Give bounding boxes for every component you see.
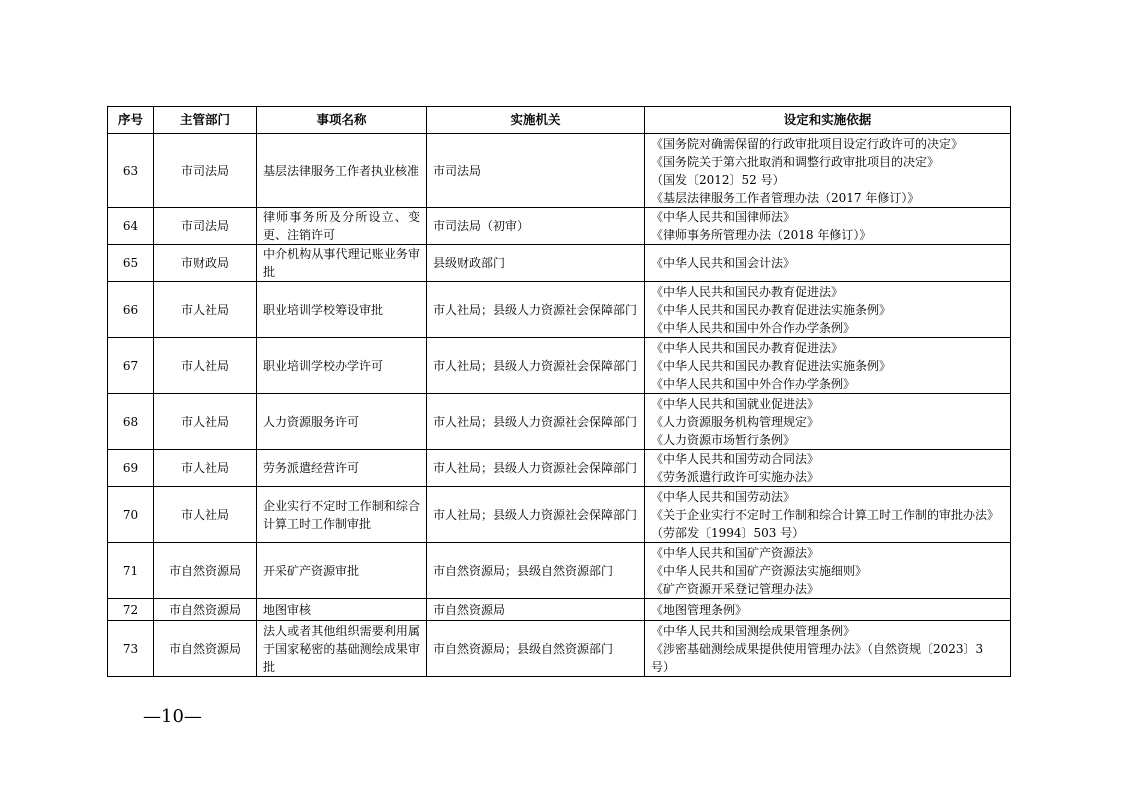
cell-legal-basis (645, 282, 1011, 338)
cell-legal-basis (645, 621, 1011, 677)
basis-line: 《中华人民共和国就业促进法》 (651, 396, 820, 411)
cell-item-name: 开采矿产资源审批 (257, 543, 427, 599)
basis-line: 《中华人民共和国中外合作办学条例》 (651, 376, 856, 391)
basis-line: 《基层法律服务工作者管理办法（2017 年修订）》 (651, 190, 920, 205)
cell-agency: 市人社局；县级人力资源社会保障部门 (427, 282, 645, 338)
basis-line: 《地图管理条例》 (651, 602, 748, 617)
table-row (108, 394, 1011, 450)
cell-agency: 市人社局；县级人力资源社会保障部门 (427, 394, 645, 450)
cell-agency: 市人社局；县级人力资源社会保障部门 (427, 450, 645, 487)
page-number: —10— (143, 706, 202, 727)
basis-line: 《人力资源市场暂行条例》 (651, 432, 796, 447)
cell-department: 市人社局 (154, 487, 257, 543)
cell-serial-number: 70 (108, 487, 154, 543)
cell-item-name: 律师事务所及分所设立、变更、注销许可 (257, 208, 427, 245)
cell-serial-number: 67 (108, 338, 154, 394)
cell-item-name: 中介机构从事代理记账业务审批 (257, 245, 427, 282)
cell-department: 市司法局 (154, 134, 257, 208)
cell-agency: 市人社局；县级人力资源社会保障部门 (427, 338, 645, 394)
cell-legal-basis (645, 487, 1011, 543)
cell-legal-basis (645, 599, 1011, 621)
cell-serial-number: 72 (108, 599, 154, 621)
table-row (108, 208, 1011, 245)
cell-item-name: 法人或者其他组织需要利用属于国家秘密的基础测绘成果审批 (257, 621, 427, 677)
cell-department: 市自然资源局 (154, 599, 257, 621)
cell-serial-number: 73 (108, 621, 154, 677)
basis-line: 《涉密基础测绘成果提供使用管理办法》（自然资规〔2023〕3 号） (651, 641, 984, 674)
cell-legal-basis (645, 338, 1011, 394)
cell-agency: 市人社局；县级人力资源社会保障部门 (427, 487, 645, 543)
cell-department: 市财政局 (154, 245, 257, 282)
cell-agency: 市司法局 (427, 134, 645, 208)
header-legal-basis: 设定和实施依据 (645, 107, 1011, 134)
basis-line: 《律师事务所管理办法（2018 年修订）》 (651, 228, 872, 242)
basis-line: 《中华人民共和国律师法》 (651, 210, 796, 224)
cell-item-name: 职业培训学校办学许可 (257, 338, 427, 394)
cell-agency: 市自然资源局；县级自然资源部门 (427, 543, 645, 599)
basis-line: 《关于企业实行不定时工作制和综合计算工时工作制的审批办法》（劳部发〔1994〕503 号） (651, 507, 1000, 540)
basis-line: 《中华人民共和国劳动法》 (651, 489, 796, 504)
cell-serial-number: 64 (108, 208, 154, 245)
header-item-name: 事项名称 (257, 107, 427, 134)
basis-line: 《中华人民共和国矿产资源法》 (651, 545, 820, 560)
approval-items-table (107, 106, 1011, 677)
cell-legal-basis (645, 543, 1011, 599)
table-header-row (108, 107, 1011, 134)
table-row (108, 282, 1011, 338)
cell-serial-number: 68 (108, 394, 154, 450)
table-row (108, 621, 1011, 677)
cell-item-name: 地图审核 (257, 599, 427, 621)
basis-line: 《中华人民共和国民办教育促进法实施条例》 (651, 302, 892, 317)
basis-line: 《中华人民共和国测绘成果管理条例》 (651, 623, 856, 638)
cell-legal-basis (645, 245, 1011, 282)
table-row (108, 599, 1011, 621)
cell-agency: 县级财政部门 (427, 245, 645, 282)
cell-department: 市自然资源局 (154, 621, 257, 677)
table-row (108, 487, 1011, 543)
cell-serial-number: 66 (108, 282, 154, 338)
basis-line: 《中华人民共和国会计法》 (651, 256, 796, 270)
cell-item-name: 劳务派遣经营许可 (257, 450, 427, 487)
basis-line: 《国务院关于第六批取消和调整行政审批项目的决定》 (651, 154, 940, 169)
cell-item-name: 职业培训学校筹设审批 (257, 282, 427, 338)
basis-line: 《人力资源服务机构管理规定》 (651, 414, 820, 429)
table-row (108, 134, 1011, 208)
cell-serial-number: 65 (108, 245, 154, 282)
cell-legal-basis (645, 134, 1011, 208)
cell-item-name: 人力资源服务许可 (257, 394, 427, 450)
cell-department: 市人社局 (154, 282, 257, 338)
cell-serial-number: 69 (108, 450, 154, 487)
basis-line: 《中华人民共和国民办教育促进法》 (651, 340, 844, 355)
basis-line: 《中华人民共和国矿产资源法实施细则》 (651, 563, 868, 578)
cell-item-name: 基层法律服务工作者执业核准 (257, 134, 427, 208)
cell-department: 市自然资源局 (154, 543, 257, 599)
basis-line: 《矿产资源开采登记管理办法》 (651, 581, 820, 596)
table-row (108, 338, 1011, 394)
basis-line: 《中华人民共和国中外合作办学条例》 (651, 320, 856, 335)
cell-agency: 市司法局（初审） (427, 208, 645, 245)
table-row (108, 245, 1011, 282)
table-row (108, 450, 1011, 487)
header-implementing-agency: 实施机关 (427, 107, 645, 134)
basis-line: 《中华人民共和国劳动合同法》 (651, 452, 820, 466)
basis-line: 《中华人民共和国民办教育促进法》 (651, 284, 844, 299)
cell-department: 市人社局 (154, 450, 257, 487)
cell-department: 市人社局 (154, 394, 257, 450)
basis-line: 《国务院对确需保留的行政审批项目设定行政许可的决定》 (651, 136, 964, 151)
table-row (108, 543, 1011, 599)
cell-serial-number: 63 (108, 134, 154, 208)
basis-line: 《中华人民共和国民办教育促进法实施条例》 (651, 358, 892, 373)
cell-department: 市人社局 (154, 338, 257, 394)
header-serial-number: 序号 (108, 107, 154, 134)
cell-serial-number: 71 (108, 543, 154, 599)
basis-line: 《劳务派遣行政许可实施办法》 (651, 470, 820, 484)
cell-legal-basis (645, 450, 1011, 487)
cell-agency: 市自然资源局；县级自然资源部门 (427, 621, 645, 677)
cell-legal-basis (645, 208, 1011, 245)
basis-line: （国发〔2012〕52 号） (651, 172, 785, 187)
cell-item-name: 企业实行不定时工作制和综合计算工时工作制审批 (257, 487, 427, 543)
cell-legal-basis (645, 394, 1011, 450)
header-department: 主管部门 (154, 107, 257, 134)
cell-agency: 市自然资源局 (427, 599, 645, 621)
cell-department: 市司法局 (154, 208, 257, 245)
